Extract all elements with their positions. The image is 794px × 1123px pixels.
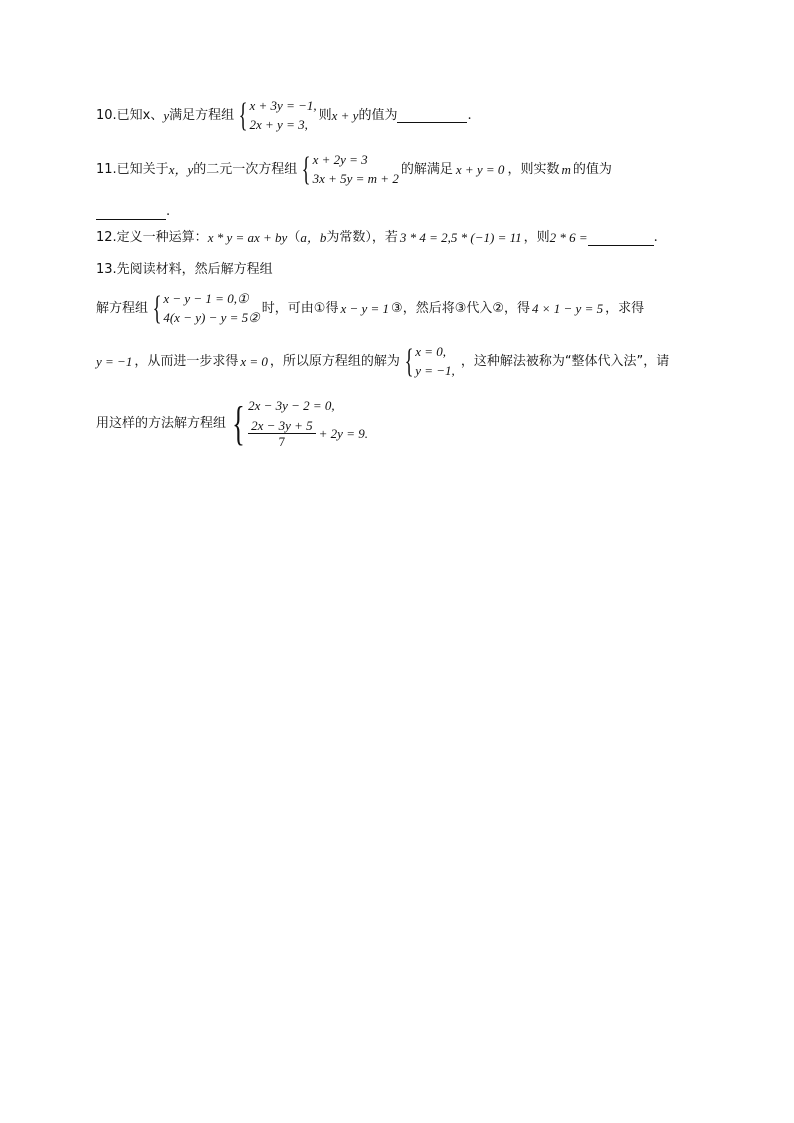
question-11-answer-line xyxy=(96,203,170,221)
q13-l2-sol1: x = 0, xyxy=(415,344,447,359)
q10-text1: 满足方程组 xyxy=(169,107,235,123)
q13-l3-numerator: 2x − 3y + 5 xyxy=(248,418,316,434)
q13-solution-system xyxy=(401,344,455,379)
q11-text3: ，则实数 xyxy=(507,161,560,177)
q13-l3-eq1: 2x − 3y − 2 = 0, xyxy=(248,398,335,413)
q10-answer-blank xyxy=(397,108,467,123)
q10-end: . xyxy=(467,107,472,123)
q11-text1: 的二元一次方程组 xyxy=(193,161,298,177)
q12-prefix: 12.定义一种运算： xyxy=(96,230,208,245)
q13-l1-prefix: 解方程组 xyxy=(96,300,149,316)
q10-text3: 的值为 xyxy=(358,107,398,123)
q11-vars: x，y xyxy=(168,161,194,177)
q11-text4: 的值为 xyxy=(572,161,612,177)
q13-l2-t3: ，这种解法被称为“整体代入法”，请 xyxy=(460,353,670,369)
q13-l1-e2: 4 × 1 − y = 5 xyxy=(532,300,604,316)
q13-l3-prefix: 用这样的方法解方程组 xyxy=(96,415,227,431)
q13-l2-t2: ，所以原方程组的解为 xyxy=(269,353,400,369)
q13-l2-e2: x = 0 xyxy=(240,353,268,369)
q11-text2: 的解满足 xyxy=(400,161,453,177)
left-brace: { xyxy=(404,342,414,380)
q10-var-y: y xyxy=(163,107,170,123)
q12-end: . xyxy=(653,230,658,245)
q11-answer-blank xyxy=(96,205,166,220)
q10-eq1: x + 3y = −1, xyxy=(249,98,317,113)
q12-ab: a，b xyxy=(300,230,327,245)
q12-text1: ，则 xyxy=(523,230,550,245)
left-brace: { xyxy=(232,396,245,450)
q11-prefix: 11.已知关于 xyxy=(96,161,169,177)
q13-l1-t2: ③，然后将③代入②，得 xyxy=(391,300,531,316)
q13-l1-eq1: x − y − 1 = 0,① xyxy=(163,291,249,306)
q10-prefix: 10.已知x、 xyxy=(96,107,164,123)
left-brace: { xyxy=(152,289,162,327)
question-11 xyxy=(96,152,612,187)
question-13-line-2 xyxy=(96,344,669,379)
question-12 xyxy=(96,229,658,247)
q10-text2: 则 xyxy=(318,107,332,123)
q13-example-system xyxy=(149,291,260,326)
q11-equation-system xyxy=(298,152,399,187)
q10-expr: x + y xyxy=(331,107,359,123)
q12-answer-blank xyxy=(588,231,654,246)
q13-l3-denominator: 7 xyxy=(278,434,286,449)
q11-end: . xyxy=(166,204,171,219)
q12-paren-open: （ xyxy=(287,230,301,245)
question-13-line-1 xyxy=(96,291,644,326)
left-brace: { xyxy=(301,150,311,188)
question-13-line-3 xyxy=(96,398,370,449)
q12-definition: x * y = ax + by xyxy=(207,230,288,245)
q11-cond: x + y = 0 xyxy=(455,161,505,177)
q10-eq2: 2x + y = 3, xyxy=(249,117,308,132)
q12-paren-text: 为常数），若 xyxy=(326,230,398,245)
q12-given: 3 * 4 = 2,5 * (−1) = 11 xyxy=(399,230,522,245)
q11-var-m: m xyxy=(561,161,571,177)
q13-task-system xyxy=(227,398,368,449)
q13-l2-sol2: y = −1, xyxy=(415,363,455,378)
q13-l1-t1: 时，可由①得 xyxy=(261,300,339,316)
question-10 xyxy=(96,98,472,133)
left-brace: { xyxy=(238,96,248,134)
question-13-title xyxy=(96,261,273,279)
q11-eq2: 3x + 5y = m + 2 xyxy=(312,171,399,186)
q13-l2-e1: y = −1 xyxy=(96,353,133,369)
q13-title: 13.先阅读材料，然后解方程组 xyxy=(96,262,273,277)
q13-l2-t1: ，从而进一步求得 xyxy=(134,353,239,369)
q13-l3-fraction xyxy=(248,418,316,449)
q13-l1-t3: ，求得 xyxy=(605,300,645,316)
q13-l1-eq2: 4(x − y) − y = 5② xyxy=(163,310,260,325)
q10-equation-system xyxy=(235,98,316,133)
q12-ask: 2 * 6 = xyxy=(549,230,588,245)
q11-eq1: x + 2y = 3 xyxy=(312,152,368,167)
q13-l3-rest: + 2y = 9. xyxy=(318,425,368,441)
q13-l1-e1: x − y = 1 xyxy=(340,300,390,316)
